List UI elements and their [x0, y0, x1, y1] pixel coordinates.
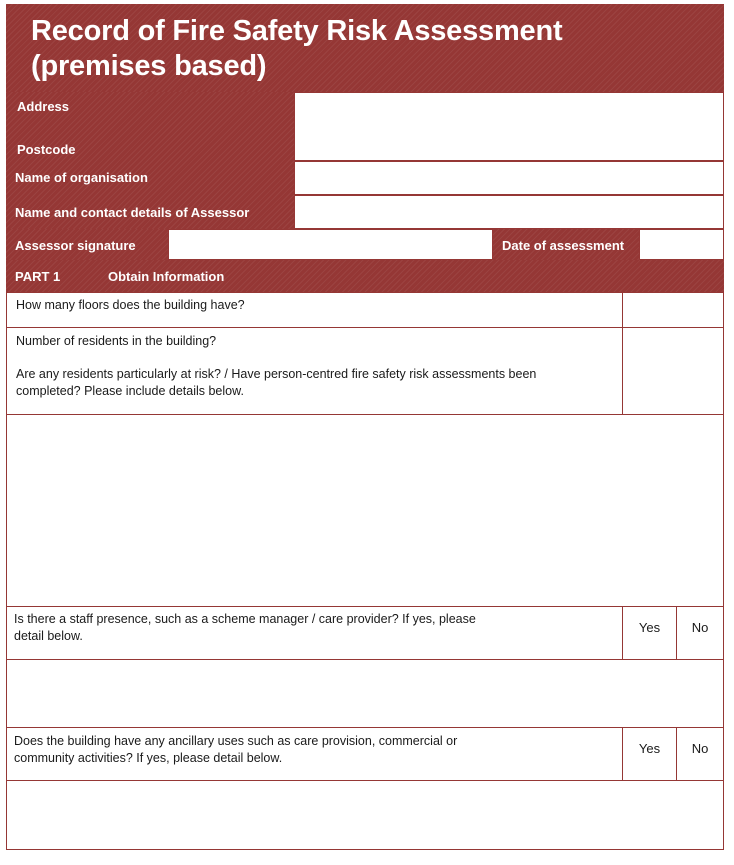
residents-answer[interactable]	[622, 327, 724, 415]
ancillary-question-line1: Does the building have any ancillary uses such as care provision, commercial or	[14, 734, 458, 748]
signature-label: Assessor signature	[15, 238, 136, 253]
ancillary-no-label: No	[691, 741, 709, 756]
risk-question-line1: Are any residents particularly at risk? / Have person-centred fire safety risk assessments been	[16, 367, 537, 381]
address-postcode-field[interactable]	[294, 92, 724, 161]
floors-answer[interactable]	[622, 292, 724, 328]
address-label: Address	[17, 99, 70, 114]
ancillary-question-line2: community activities? If yes, please detail below.	[14, 751, 283, 765]
assessor-field[interactable]	[294, 195, 724, 229]
part-label: PART 1	[15, 269, 61, 284]
organisation-label: Name of organisation	[15, 170, 148, 185]
floors-question: How many floors does the building have?	[16, 298, 245, 312]
section-title: Obtain Information	[108, 269, 225, 284]
date-label: Date of assessment	[502, 238, 625, 253]
risk-details-field[interactable]	[6, 414, 724, 607]
risk-question-line2: completed? Please include details below.	[16, 384, 244, 398]
postcode-label: Postcode	[17, 142, 76, 157]
residents-question: Number of residents in the building?	[16, 334, 217, 348]
staff-no-label: No	[691, 620, 709, 635]
signature-field[interactable]	[168, 229, 493, 260]
organisation-field[interactable]	[294, 161, 724, 195]
staff-details-field[interactable]	[6, 659, 724, 728]
staff-question-line2: detail below.	[14, 629, 83, 643]
page-title: Record of Fire Safety Risk Assessment	[31, 15, 563, 47]
ancillary-yes-label: Yes	[638, 741, 661, 756]
assessor-label: Name and contact details of Assessor	[15, 205, 250, 220]
page-subtitle: (premises based)	[31, 50, 267, 82]
staff-yes-label: Yes	[638, 620, 661, 635]
staff-question-line1: Is there a staff presence, such as a scheme manager / care provider? If yes, please	[14, 612, 476, 626]
ancillary-details-field[interactable]	[6, 780, 724, 850]
date-field[interactable]	[639, 229, 724, 260]
